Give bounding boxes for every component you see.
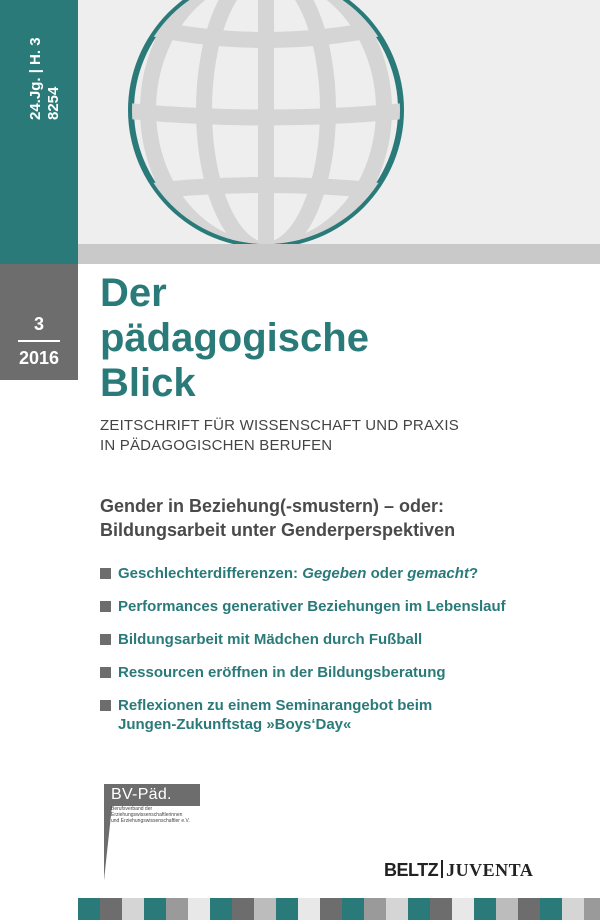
title-line: Blick (100, 361, 196, 405)
color-stripe (122, 898, 144, 920)
article-text-part: oder (366, 565, 408, 582)
globe-area (78, 0, 600, 244)
list-item (100, 663, 580, 682)
color-stripe (518, 898, 540, 920)
list-item (100, 564, 580, 583)
color-stripe (100, 898, 122, 920)
issue-divider (18, 340, 60, 342)
association-name-line: und Erziehungswissenschaftler e.V. (111, 818, 190, 824)
publisher-name-part: JUVENTA (446, 860, 534, 880)
article-title-line: Reflexionen zu einem Seminarangebot beim (118, 697, 433, 714)
publisher-name-part: BELTZ (384, 860, 439, 880)
publisher-separator (441, 860, 443, 878)
article-title-line: Jungen-Zukunftstag »Boys‘Day« (118, 716, 352, 733)
subtitle-line: IN PÄDAGOGISCHEN BERUFEN (100, 437, 333, 454)
list-item (100, 630, 580, 649)
square-bullet-icon (100, 700, 111, 711)
theme-line: Gender in Beziehung(-smustern) – oder: (100, 496, 445, 516)
volume-line: 24.Jg. | H. 3 (27, 37, 44, 120)
volume-info (27, 10, 63, 120)
color-stripe (430, 898, 452, 920)
color-stripe (144, 898, 166, 920)
association-logo-text: BV-Päd. (111, 786, 172, 803)
color-stripe (452, 898, 474, 920)
color-stripe (298, 898, 320, 920)
color-stripe (254, 898, 276, 920)
color-stripe-bar (78, 898, 600, 920)
list-item (100, 597, 580, 616)
color-stripe (584, 898, 600, 920)
association-name (111, 806, 221, 824)
article-text-part: Geschlechterdifferenzen: (118, 565, 303, 582)
issue-year: 2016 (18, 348, 60, 368)
color-stripe (342, 898, 364, 920)
issue-box (0, 264, 78, 380)
color-stripe (474, 898, 496, 920)
globe-icon (78, 0, 600, 244)
article-text-part: ? (468, 565, 479, 582)
color-stripe (78, 898, 100, 920)
volume-code: 8254 (45, 86, 62, 120)
color-stripe (232, 898, 254, 920)
square-bullet-icon (100, 634, 111, 645)
article-emphasis: Gegeben (302, 565, 367, 582)
color-stripe (188, 898, 210, 920)
volume-column (0, 0, 78, 264)
color-stripe (364, 898, 386, 920)
article-title: Performances generativer Beziehungen im Lebenslauf (118, 598, 506, 615)
color-stripe (276, 898, 298, 920)
square-bullet-icon (100, 568, 111, 579)
title-line: pädagogische (100, 316, 369, 360)
issue-number: 3 (33, 314, 44, 334)
issue-theme (100, 494, 455, 542)
journal-subtitle (100, 416, 459, 456)
color-stripe (496, 898, 518, 920)
theme-line: Bildungsarbeit unter Genderperspektiven (100, 520, 456, 540)
subtitle-line: ZEITSCHRIFT FÜR WISSENSCHAFT UND PRAXIS (100, 417, 459, 434)
square-bullet-icon (100, 667, 111, 678)
color-stripe (540, 898, 562, 920)
article-list (100, 564, 580, 748)
color-stripe (166, 898, 188, 920)
color-stripe (386, 898, 408, 920)
publisher-logo (384, 860, 533, 881)
article-title: Ressourcen eröffnen in der Bildungsberatung (118, 664, 446, 681)
title-line: Der (100, 271, 167, 315)
association-name-line: Erziehungswissenschaftlerinnen (111, 812, 183, 818)
color-stripe (562, 898, 584, 920)
journal-title (100, 271, 369, 406)
color-stripe (320, 898, 342, 920)
square-bullet-icon (100, 601, 111, 612)
color-stripe (408, 898, 430, 920)
gray-band (78, 244, 600, 264)
list-item (100, 696, 580, 734)
article-emphasis: gemacht (407, 565, 469, 582)
article-title: Bildungsarbeit mit Mädchen durch Fußball (118, 631, 423, 648)
association-name-line: Berufsverband der (111, 806, 153, 812)
color-stripe (210, 898, 232, 920)
